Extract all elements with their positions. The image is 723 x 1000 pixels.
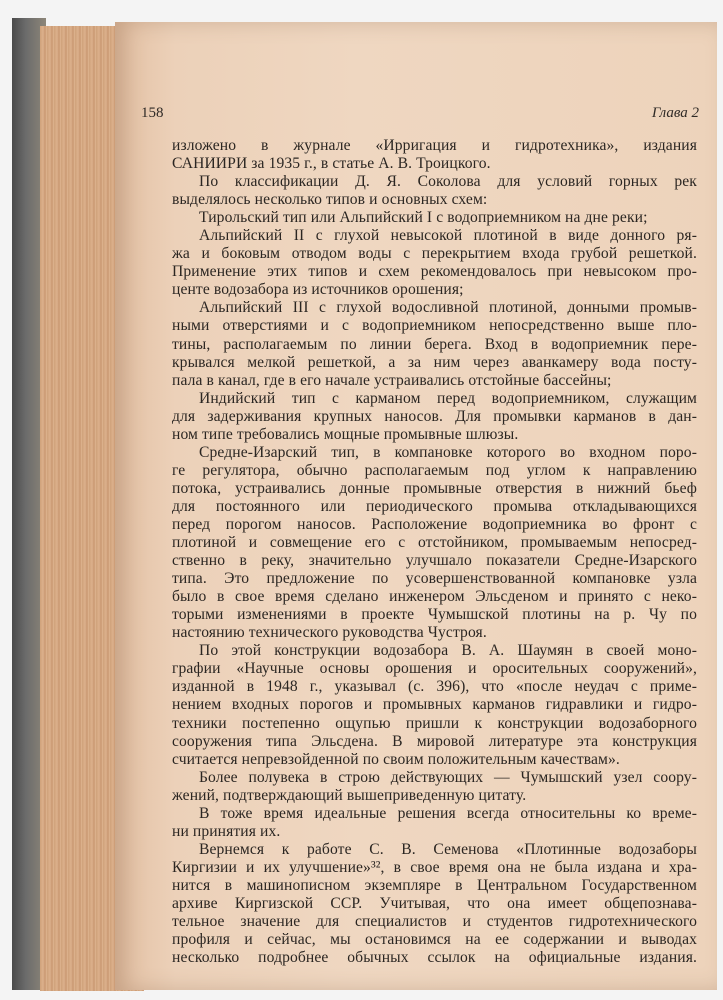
text-line: изложено в журнале «Ирригация и гидротехника», издания [172,137,697,154]
text-line: ными отверстиями и с водоприемником непосредственно выше пло- [172,317,697,335]
text-line: типа. Это предложение по усовершенствованной компановке узла [172,570,697,588]
text-line: перед порогом наносов. Расположение водоприемника во фронт с [172,515,697,533]
text-line: центе водозабора из источников орошения; [172,281,464,299]
text-line: САНИИРИ за 1935 г., в статье А. В. Троицкого. [172,155,491,173]
text-line: В тоже время идеальные решения всегда относительны ко време- [199,804,697,822]
text-line: было в свое время сделано инженером Эльсденом и принято с неко- [172,588,697,606]
text-line: нением входных порогов и промывных карманов гидравлики и гидро- [172,696,697,714]
running-header [141,105,699,125]
text-line: изданной в 1948 г., указывал (с. 396), что «после неудач с приме- [172,678,697,696]
text-line: ственно в реку, значительно улучшало показатели Средне-Изарского [172,552,697,570]
text-line: графии «Научные основы орошения и оросительных сооружений», [172,660,697,678]
text-line: По классификации Д. Я. Соколова для условий горных рек [199,173,697,191]
text-line: сооружения типа Эльсдена. В мировой литературе эта конструкция [172,732,697,750]
text-line: настоянию технического руководства Чустроя. [172,624,487,642]
text-line: Альпийский III с глухой водосливной плотиной, донными промыв- [199,299,697,317]
text-line: ни принятия их. [172,822,281,840]
text-line: пала в канал, где в его начале устраивались отстойные бассейны; [172,371,612,389]
text-line: техники постепенно ощупью пришли к конструкции водозаборного [172,714,697,732]
text-line: жа и боковым отводом воды с перекрытием входа грубой решеткой. [172,245,697,263]
body-text [172,137,697,967]
text-line: жений, подтверждающий вышеприведенную цитату. [172,786,527,804]
text-line: ном типе требовались мощные промывные шлюзы. [172,425,519,443]
text-line: торыми изменениями в проекте Чумышской плотины на р. Чу по [172,606,697,624]
text-line: ге регулятора, обычно располагаемым под углом к направлению [172,461,697,479]
text-line: нится в машинописном экземпляре в Центральном Государственном [172,876,697,894]
text-line: Киргизии и их улучшение»³², в свое время она не была издана и хра- [172,858,697,876]
text-line: Вернемся к работе С. В. Семенова «Плотинные водозаборы [199,840,697,858]
page-number: 158 [141,105,164,121]
text-line: Средне-Изарский тип, в компановке которого во входном поро- [199,443,697,461]
text-line: Индийский тип с карманом перед водоприемником, служащим [199,389,697,407]
chapter-title: Глава 2 [651,105,699,121]
text-line: Применение этих типов и схем рекомендовалось при невысоком про- [172,263,697,281]
text-line: для задерживания крупных наносов. Для промывки карманов в дан- [172,407,697,425]
text-line: тины, располагаемым по линии берега. Вход в водоприемник пере- [172,335,697,353]
text-line: несколько подробнее обычных ссылок на официальные издания. [172,949,697,967]
text-line: архиве Киргизской ССР. Учитывая, что она имеет общепознава- [172,894,697,912]
text-line: Тирольский тип или Альпийский I с водоприемником на дне реки; [199,209,648,227]
text-line: считается непревзойденной по своим положительным качествам». [172,750,620,768]
text-line: крывался мелкой решеткой, а за ним через аванкамеру вода посту- [172,353,697,371]
text-line: Альпийский II с глухой невысокой плотиной в виде донного ря- [199,227,697,245]
text-line: Более полувека в строю действующих — Чумышский узел соору- [199,768,697,786]
text-line: По этой конструкции водозабора В. А. Шаумян в своей моно- [199,642,697,660]
text-line: тельное значение для специалистов и студентов гидротехнического [172,913,697,931]
text-line: плотиной и совмещение его с отстойником, промываемым непосред- [172,534,697,552]
text-line: профиля и сейчас, мы остановимся на ее содержании и выводах [172,931,697,949]
text-line: для постоянного или периодического промыва откладывающихся [172,497,697,515]
text-line: выделялось несколько типов и основных схем: [172,191,488,209]
text-line: потока, устраивались донные промывные отверстия в нижний бьеф [172,479,697,497]
